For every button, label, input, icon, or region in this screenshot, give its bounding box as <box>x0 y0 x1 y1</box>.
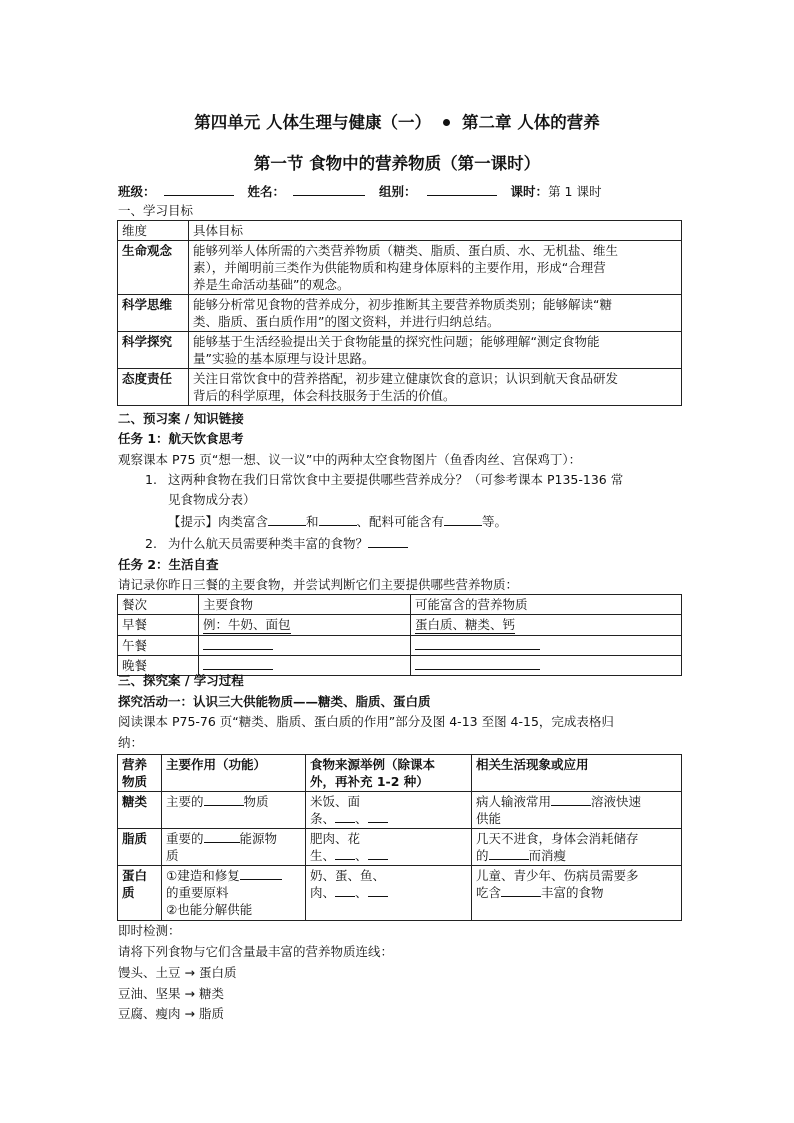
application-blank[interactable] <box>501 884 541 897</box>
goal-text: 能够列举人体所需的六类营养物质（糖类、脂质、蛋白质、水、无机盐、维生 素），并阐明前三类作为供能物质和构建身体原料的主要作用，形成“合理营 养是生命活动基础”的观念。 <box>189 241 682 295</box>
section-inquiry-heading: 三、探究案 / 学习过程 <box>118 673 244 688</box>
meal-name: 早餐 <box>118 615 199 636</box>
goals-header-text: 具体目标 <box>189 221 682 241</box>
nutrients-header-function: 主要作用（功能） <box>162 755 306 792</box>
nutrient-food: 奶、蛋、鱼、 肉、 、 <box>306 866 472 921</box>
name-field[interactable] <box>293 183 365 196</box>
group-label: 组别： <box>379 184 417 199</box>
table-row <box>118 829 682 866</box>
goals-table <box>117 220 682 406</box>
food-blank[interactable] <box>368 884 388 897</box>
application-blank[interactable] <box>489 847 529 860</box>
table-row <box>118 241 682 295</box>
function-blank[interactable] <box>240 867 282 880</box>
meals-header-meal: 餐次 <box>118 595 199 615</box>
meals-header-nutrient: 可能富含的营养物质 <box>411 595 682 615</box>
hint-text-c: 、配料可能含有 <box>356 514 445 529</box>
q2-text: 为什么航天员需要种类丰富的食物？ <box>168 536 369 551</box>
meal-name: 午餐 <box>118 636 199 656</box>
section-goals-heading: 一、学习目标 <box>118 203 194 218</box>
bullet-dot-icon <box>443 119 450 126</box>
q2-blank[interactable] <box>368 535 408 548</box>
q1-line2: 见食物成分表） <box>168 492 256 507</box>
hint-text-d: 等。 <box>482 514 508 529</box>
nutrients-header-name: 营养 物质 <box>118 755 162 792</box>
match-item: 豆腐、瘦肉 → 脂质 <box>118 1006 224 1021</box>
nutrient-food: 米饭、面 条、 、 <box>306 792 472 829</box>
nutrient-name: 脂质 <box>118 829 162 866</box>
task2-title: 任务 2：生活自查 <box>118 557 219 572</box>
activity1-intro-line2: 纳： <box>118 735 144 750</box>
food-blank[interactable] <box>335 847 355 860</box>
hint-text-a: 【提示】肉类富含 <box>168 514 269 529</box>
goal-dimension: 科学思维 <box>118 295 189 332</box>
table-row <box>118 295 682 332</box>
hint-line <box>168 512 507 531</box>
period-value: 第 1 课时 <box>548 184 602 199</box>
chapter-title: 第二章 人体的营养 <box>462 113 600 132</box>
meal-food: 例：牛奶、面包 <box>199 615 411 636</box>
application-blank[interactable] <box>551 793 591 806</box>
arrow-right-icon: → <box>184 965 195 980</box>
q2-number: 2. <box>145 536 157 551</box>
meals-header-row <box>118 595 682 615</box>
nutrients-table <box>117 754 682 921</box>
table-row <box>118 866 682 921</box>
meals-table <box>117 594 682 676</box>
nutrient-function: ①建造和修复 的重要原料 ②也能分解供能 <box>162 866 306 921</box>
table-row <box>118 636 682 656</box>
function-blank[interactable] <box>204 793 244 806</box>
activity1-intro-line1: 阅读课本 P75-76 页“糖类、脂质、蛋白质的作用”部分及图 4-13 至图 4-15，完成表格归 <box>118 714 614 729</box>
goal-dimension: 态度责任 <box>118 369 189 406</box>
meal-nutrient[interactable] <box>411 636 682 656</box>
meal-nutrient[interactable] <box>411 656 682 676</box>
goals-header-row <box>118 221 682 241</box>
q1-number: 1. <box>145 472 157 487</box>
task1-intro: 观察课本 P75 页“想一想、议一议”中的两种太空食物图片（鱼香肉丝、宫保鸡丁）： <box>118 452 582 467</box>
unit-title-left: 第四单元 人体生理与健康（一） <box>194 113 431 132</box>
nutrient-application: 病人输液常用 溶液快速 供能 <box>472 792 682 829</box>
function-blank[interactable] <box>204 830 240 843</box>
class-label: 班级： <box>118 184 156 199</box>
name-label: 姓名： <box>247 184 286 199</box>
activity1-title: 探究活动一：认识三大供能物质——糖类、脂质、蛋白质 <box>118 694 431 709</box>
group-field[interactable] <box>427 183 497 196</box>
nutrient-food: 肥肉、花 生、 、 <box>306 829 472 866</box>
hint-text-b: 和 <box>306 514 319 529</box>
food-blank[interactable] <box>368 847 388 860</box>
nutrient-name: 蛋白 质 <box>118 866 162 921</box>
arrow-right-icon: → <box>184 1006 195 1021</box>
goal-dimension: 生命观念 <box>118 241 189 295</box>
task2-intro: 请记录你昨日三餐的主要食物，并尝试判断它们主要提供哪些营养物质： <box>118 577 519 592</box>
nutrients-header-food: 食物来源举例（除课本 外，再补充 1-2 种） <box>306 755 472 792</box>
meals-header-food: 主要食物 <box>199 595 411 615</box>
goal-text: 关注日常饮食中的营养搭配，初步建立健康饮食的意识；认识到航天食品研发 背后的科学原理，体会科技服务于生活的价值。 <box>189 369 682 406</box>
nutrients-header-row <box>118 755 682 792</box>
hint-blank-1[interactable] <box>268 513 306 526</box>
food-blank[interactable] <box>335 810 355 823</box>
section-title: 第一节 食物中的营养物质（第一课时） <box>253 154 541 173</box>
meal-name: 晚餐 <box>118 656 199 676</box>
table-row <box>118 332 682 369</box>
period-label: 课时： <box>510 184 549 199</box>
table-row <box>118 369 682 406</box>
arrow-right-icon: → <box>184 986 195 1001</box>
nutrient-function: 重要的 能源物 质 <box>162 829 306 866</box>
meal-nutrient: 蛋白质、糖类、钙 <box>411 615 682 636</box>
nutrient-function: 主要的 物质 <box>162 792 306 829</box>
hint-blank-2[interactable] <box>319 513 357 526</box>
goal-text: 能够分析常见食物的营养成分，初步推断其主要营养物质类别；能够解读“糖 类、脂质、蛋白质作用”的图文资料，并进行归纳总结。 <box>189 295 682 332</box>
task1-title: 任务 1：航天饮食思考 <box>118 431 244 446</box>
student-info <box>118 182 678 201</box>
hint-blank-3[interactable] <box>444 513 482 526</box>
food-blank[interactable] <box>335 884 355 897</box>
q2-line <box>168 534 408 553</box>
meal-food[interactable] <box>199 636 411 656</box>
unit-title <box>0 109 794 133</box>
check-intro: 请将下列食物与它们含量最丰富的营养物质连线： <box>118 944 394 959</box>
q1-line1: 这两种食物在我们日常饮食中主要提供哪些营养成分？（可参考课本 P135-136 常 <box>168 472 624 487</box>
food-blank[interactable] <box>368 810 388 823</box>
nutrient-application: 几天不进食，身体会消耗储存 的 而消瘦 <box>472 829 682 866</box>
match-item: 馒头、土豆 → 蛋白质 <box>118 965 237 980</box>
goal-dimension: 科学探究 <box>118 332 189 369</box>
nutrient-name: 糖类 <box>118 792 162 829</box>
section-preview-heading: 二、预习案 / 知识链接 <box>118 411 244 426</box>
nutrients-header-application: 相关生活现象或应用 <box>472 755 682 792</box>
check-title: 即时检测： <box>118 923 181 938</box>
table-row <box>118 792 682 829</box>
class-field[interactable] <box>164 183 234 196</box>
goal-text: 能够基于生活经验提出关于食物能量的探究性问题；能够理解“测定食物能 量”实验的基本原理与设计思路。 <box>189 332 682 369</box>
table-row <box>118 615 682 636</box>
match-item: 豆油、坚果 → 糖类 <box>118 986 224 1001</box>
goals-header-dim: 维度 <box>118 221 189 241</box>
nutrient-application: 儿童、青少年、伤病员需要多 吃含 丰富的食物 <box>472 866 682 921</box>
